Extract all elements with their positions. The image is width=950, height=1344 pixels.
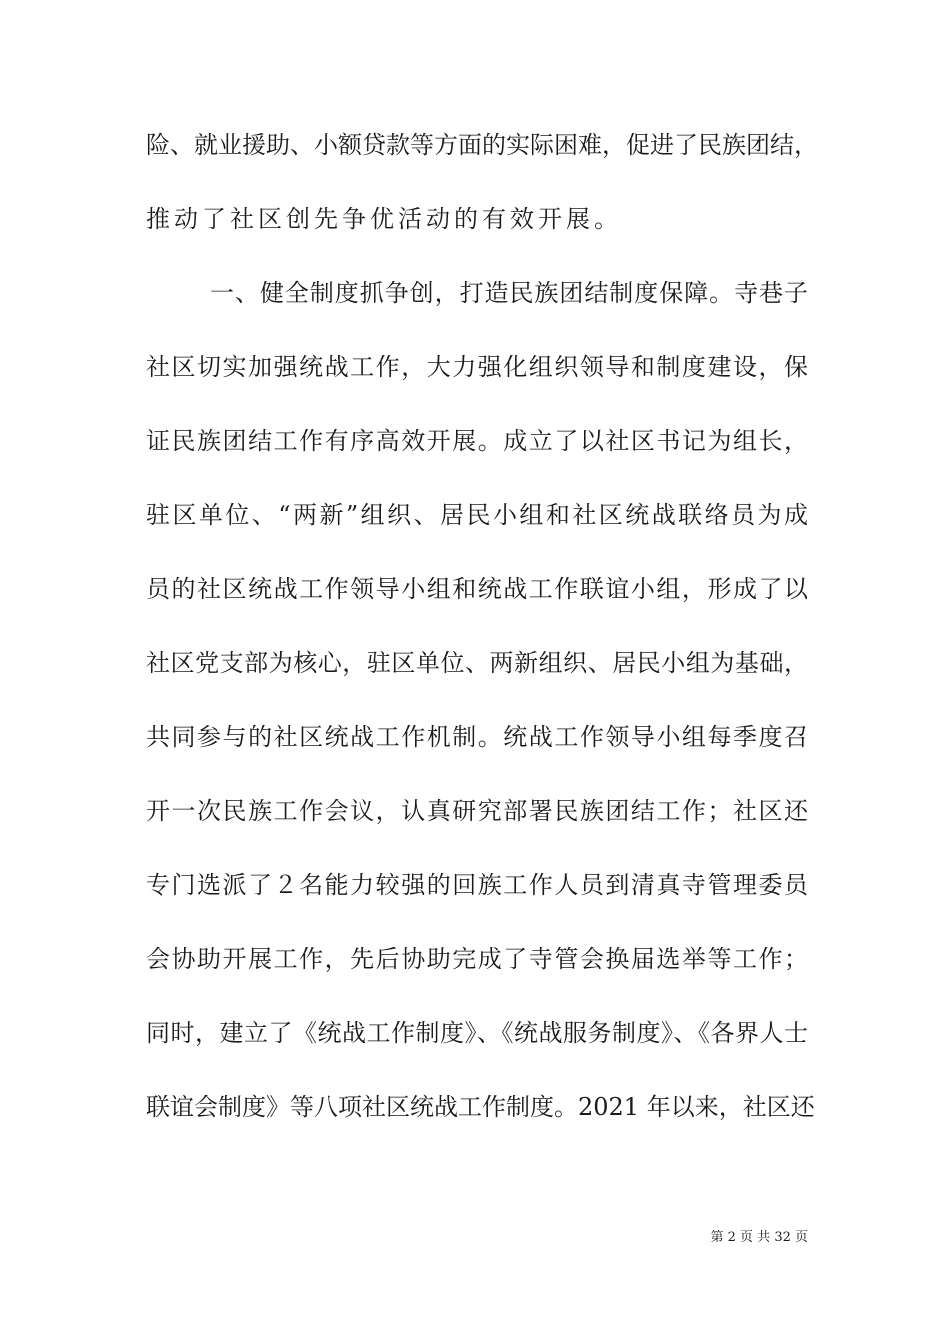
text-line: 员的社区统战工作领导小组和统战工作联谊小组，形成了以: [146, 575, 808, 603]
paragraph-heading-line: 一、健全制度抓争创，打造民族团结制度保障。寺巷子: [210, 279, 808, 307]
text-line: 会协助开展工作，先后协助完成了寺管会换届选举等工作；: [146, 945, 808, 973]
text-line: 联谊会制度》等八项社区统战工作制度。2021 年以来，社区还: [146, 1093, 815, 1121]
text-line: 社区切实加强统战工作，大力强化组织领导和制度建设，保: [146, 353, 808, 381]
text-line: 推动了社区创先争优活动的有效开展。: [146, 205, 622, 233]
text-line: 同时，建立了《统战工作制度》、《统战服务制度》、《各界人士: [146, 1019, 808, 1047]
text-line: 共同参与的社区统战工作机制。统战工作领导小组每季度召: [146, 723, 808, 751]
text-line: 专门选派了２名能力较强的回族工作人员到清真寺管理委员: [146, 871, 808, 899]
text-line: 驻区单位、“两新”组织、居民小组和社区统战联络员为成: [146, 501, 808, 529]
text-line: 证民族团结工作有序高效开展。成立了以社区书记为组长，: [146, 427, 808, 455]
page-number-footer: 第 2 页 共 32 页: [710, 1230, 808, 1245]
text-line: 险、就业援助、小额贷款等方面的实际困难，促进了民族团结，: [146, 131, 818, 159]
text-line: 社区党支部为核心，驻区单位、两新组织、居民小组为基础，: [146, 649, 808, 677]
text-line: 开一次民族工作会议，认真研究部署民族团结工作；社区还: [146, 797, 808, 825]
